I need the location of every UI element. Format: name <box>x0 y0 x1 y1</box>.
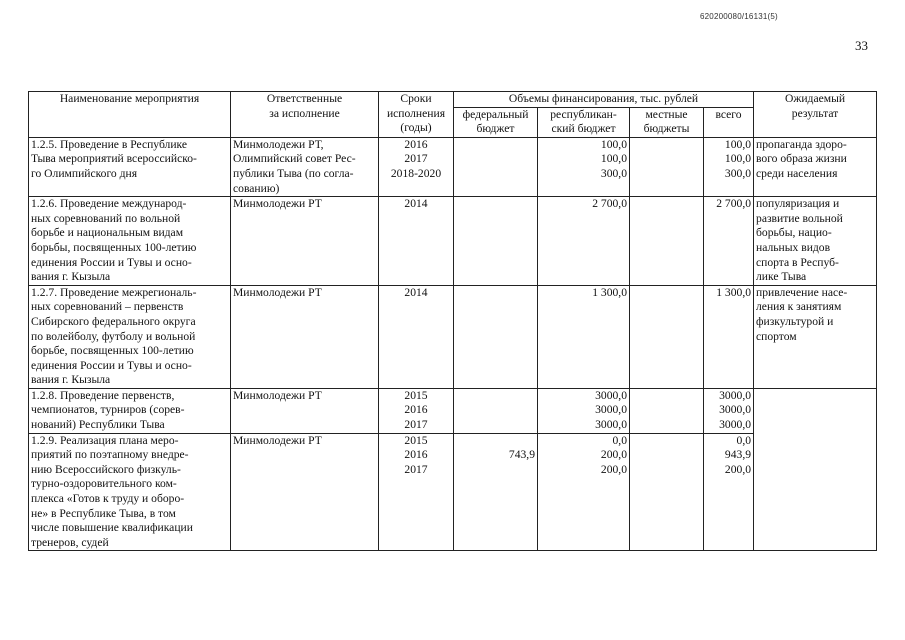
row-local <box>630 285 704 388</box>
table-row <box>29 137 877 196</box>
col-header-result: Ожидаемый результат <box>754 92 877 138</box>
row-name: 1.2.9. Реализация плана меро- приятий по поэтапному внедре- нию Всероссийского физкуль- турно-оздоровительного ком- плекса «Готов к труду и оборо- не» в Республике Тыва, в том числе повышение квалификации тренеров, судей <box>29 433 231 551</box>
row-republic: 0,0 200,0 200,0 <box>538 433 630 551</box>
row-years: 2016 2017 2018-2020 <box>379 137 454 196</box>
row-republic: 100,0 100,0 300,0 <box>538 137 630 196</box>
row-name: 1.2.5. Проведение в Республике Тыва мероприятий всероссийско- го Олимпийского дня <box>29 137 231 196</box>
row-local <box>630 197 704 286</box>
table-row <box>29 285 877 388</box>
col-header-federal: федеральный бюджет <box>454 107 538 137</box>
row-total: 3000,0 3000,0 3000,0 <box>704 388 754 433</box>
row-name: 1.2.6. Проведение международ- ных соревнований по вольной борьбе и национальным видам борьбы, посвященных 100-летию единения России и Тувы и осно- вания г. Кызыла <box>29 197 231 286</box>
col-header-local: местные бюджеты <box>630 107 704 137</box>
page-number: 33 <box>855 38 868 53</box>
row-federal <box>454 388 538 433</box>
row-years: 2014 <box>379 197 454 286</box>
row-result-empty <box>754 388 877 551</box>
row-federal <box>454 137 538 196</box>
row-total: 2 700,0 <box>704 197 754 286</box>
table-row <box>29 197 877 286</box>
row-responsible: Минмолодежи РТ <box>231 433 379 551</box>
row-local <box>630 433 704 551</box>
row-total: 100,0 100,0 300,0 <box>704 137 754 196</box>
col-header-terms: Сроки исполнения (годы) <box>379 92 454 138</box>
row-local <box>630 137 704 196</box>
row-name: 1.2.7. Проведение межрегиональ- ных соревнований – первенств Сибирского федерального округа по волейболу, футболу и вольной борьбе, посвященных 100-летию единения России и Тувы и осно- вания г. Кызыла <box>29 285 231 388</box>
row-total: 0,0 943,9 200,0 <box>704 433 754 551</box>
funding-table <box>28 91 877 551</box>
col-header-responsible: Ответственные за исполнение <box>231 92 379 138</box>
row-republic: 3000,0 3000,0 3000,0 <box>538 388 630 433</box>
table-row <box>29 433 877 551</box>
row-federal <box>454 197 538 286</box>
row-result: пропаганда здоро- вого образа жизни среди населения <box>754 137 877 196</box>
col-header-name: Наименование мероприятия <box>29 92 231 138</box>
document-id: 620200080/16131(5) <box>700 12 778 21</box>
row-result: привлечение насе- ления к занятиям физкультурой и спортом <box>754 285 877 388</box>
table-row <box>29 388 877 433</box>
row-federal <box>454 285 538 388</box>
col-header-republic: республикан- ский бюджет <box>538 107 630 137</box>
table-header-row <box>29 92 877 108</box>
row-years: 2015 2016 2017 <box>379 388 454 433</box>
row-local <box>630 388 704 433</box>
row-name: 1.2.8. Проведение первенств, чемпионатов, турниров (сорев- нований) Республики Тыва <box>29 388 231 433</box>
row-responsible: Минмолодежи РТ <box>231 285 379 388</box>
row-republic: 2 700,0 <box>538 197 630 286</box>
col-header-funding: Объемы финансирования, тыс. рублей <box>454 92 754 108</box>
row-years: 2014 <box>379 285 454 388</box>
row-result: популяризация и развитие вольной борьбы, нацио- нальных видов спорта в Респуб- лике Тыва <box>754 197 877 286</box>
row-total: 1 300,0 <box>704 285 754 388</box>
row-responsible: Минмолодежи РТ <box>231 388 379 433</box>
col-header-total: всего <box>704 107 754 137</box>
row-federal: 743,9 <box>454 433 538 551</box>
row-responsible: Минмолодежи РТ <box>231 197 379 286</box>
row-responsible: Минмолодежи РТ, Олимпийский совет Рес- публики Тыва (по согла- сованию) <box>231 137 379 196</box>
row-republic: 1 300,0 <box>538 285 630 388</box>
row-years: 2015 2016 2017 <box>379 433 454 551</box>
